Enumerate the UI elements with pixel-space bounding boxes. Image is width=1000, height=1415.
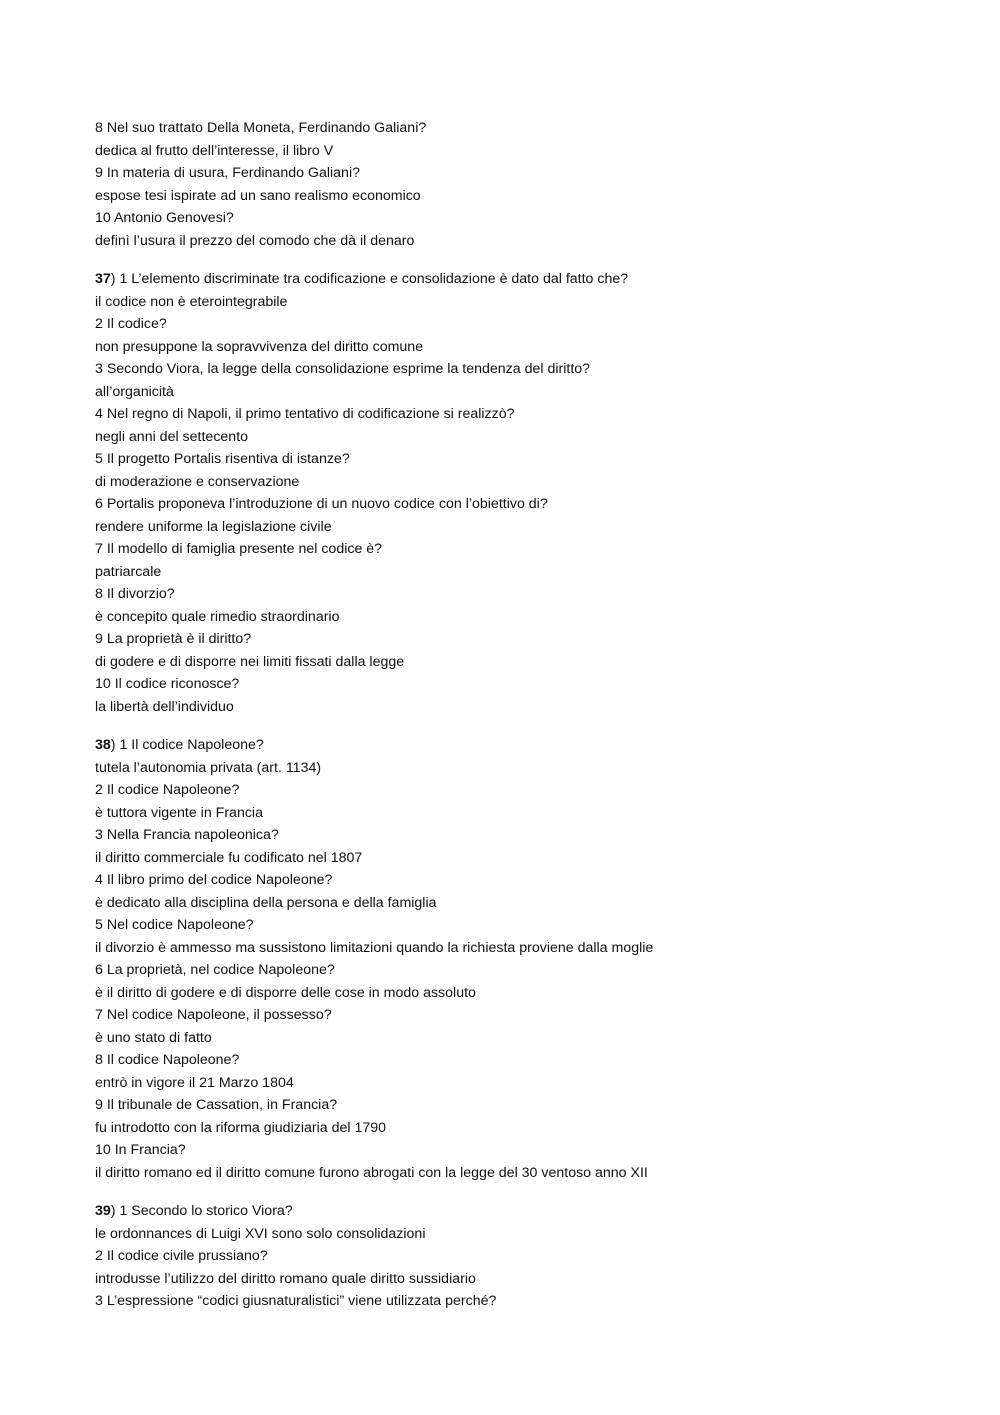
- answer-text: il diritto commerciale fu codificato nel 1807: [95, 849, 363, 866]
- section-heading: [95, 734, 955, 757]
- section-heading: [95, 268, 955, 291]
- section-number: 39: [95, 1203, 111, 1219]
- question-text: 5 Il progetto Portalis risentiva di istanze?: [95, 451, 350, 467]
- section-39: [95, 1200, 955, 1313]
- answer-text: di godere e di disporre nei limiti fissati dalla legge: [95, 653, 405, 670]
- answer-text: entrò in vigore il 21 Marzo 1804: [95, 1074, 294, 1091]
- section-heading: [95, 1200, 955, 1223]
- question-text: 10 In Francia?: [95, 1142, 186, 1158]
- section-37: [95, 268, 955, 718]
- answer-text: all’organicità: [95, 383, 174, 400]
- section-gap: [95, 252, 955, 268]
- answer-text: il divorzio è ammesso ma sussistono limitazioni quando la richiesta proviene dalla moglie: [95, 939, 654, 956]
- section-gap: [95, 1184, 955, 1200]
- question-text: 4 Nel regno di Napoli, il primo tentativo di codificazione si realizzò?: [95, 406, 515, 422]
- document-page: [95, 117, 955, 1313]
- question-text: 8 Il codice Napoleone?: [95, 1052, 240, 1068]
- section-number: 37: [95, 271, 111, 287]
- question-text: 2 Il codice Napoleone?: [95, 782, 240, 798]
- question-text: 8 Il divorzio?: [95, 586, 175, 602]
- question-text: 8 Nel suo trattato Della Moneta, Ferdinando Galiani?: [95, 120, 427, 136]
- answer-text: dedica al frutto dell’interesse, il libro V: [95, 142, 334, 159]
- answer-text: definì l’usura il prezzo del comodo che dà il denaro: [95, 232, 415, 249]
- section-number: 38: [95, 737, 111, 753]
- question-text: 3 L’espressione “codici giusnaturalistici” viene utilizzata perché?: [95, 1293, 497, 1309]
- question-text: 5 Nel codice Napoleone?: [95, 917, 254, 933]
- answer-text: è uno stato di fatto: [95, 1029, 212, 1046]
- answer-text: tutela l’autonomia privata (art. 1134): [95, 759, 322, 776]
- answer-text: il codice non è eterointegrabile: [95, 293, 288, 310]
- answer-text: patriarcale: [95, 563, 162, 580]
- answer-text: è tuttora vigente in Francia: [95, 804, 263, 821]
- answer-text: è dedicato alla disciplina della persona e della famiglia: [95, 894, 437, 911]
- question-text: ) 1 Secondo lo storico Viora?: [110, 1203, 293, 1219]
- question-text: 10 Antonio Genovesi?: [95, 210, 234, 226]
- answer-text: espose tesi ispirate ad un sano realismo economico: [95, 187, 421, 204]
- question-text: ) 1 Il codice Napoleone?: [110, 737, 264, 753]
- question-text: ) 1 L’elemento discriminate tra codificazione e consolidazione è dato dal fatto che?: [110, 271, 629, 287]
- answer-text: è il diritto di godere e di disporre delle cose in modo assoluto: [95, 984, 476, 1001]
- answer-text: di moderazione e conservazione: [95, 473, 300, 490]
- question-text: 9 In materia di usura, Ferdinando Galiani?: [95, 165, 360, 181]
- question-text: 7 Il modello di famiglia presente nel codice è?: [95, 541, 383, 557]
- section-gap: [95, 718, 955, 734]
- answer-text: introdusse l’utilizzo del diritto romano quale diritto sussidiario: [95, 1270, 476, 1287]
- answer-text: le ordonnances di Luigi XVI sono solo consolidazioni: [95, 1225, 426, 1242]
- answer-text: è concepito quale rimedio straordinario: [95, 608, 340, 625]
- question-text: 9 Il tribunale de Cassation, in Francia?: [95, 1097, 338, 1113]
- question-text: 10 Il codice riconosce?: [95, 676, 240, 692]
- question-text: 2 Il codice?: [95, 316, 167, 332]
- answer-text: non presuppone la sopravvivenza del diritto comune: [95, 338, 424, 355]
- question-text: 6 La proprietà, nel codice Napoleone?: [95, 962, 335, 978]
- intro-block: [95, 117, 955, 252]
- answer-text: negli anni del settecento: [95, 428, 249, 445]
- question-text: 2 Il codice civile prussiano?: [95, 1248, 268, 1264]
- question-text: 9 La proprietà è il diritto?: [95, 631, 252, 647]
- answer-text: fu introdotto con la riforma giudiziaria del 1790: [95, 1119, 387, 1136]
- answer-text: il diritto romano ed il diritto comune furono abrogati con la legge del 30 ventoso anno XII: [95, 1164, 648, 1181]
- question-text: 6 Portalis proponeva l’introduzione di un nuovo codice con l’obiettivo di?: [95, 496, 548, 512]
- question-text: 7 Nel codice Napoleone, il possesso?: [95, 1007, 332, 1023]
- section-38: [95, 734, 955, 1184]
- answer-text: rendere uniforme la legislazione civile: [95, 518, 332, 535]
- question-text: 3 Secondo Viora, la legge della consolidazione esprime la tendenza del diritto?: [95, 361, 591, 377]
- answer-text: la libertà dell’individuo: [95, 698, 234, 715]
- question-text: 4 Il libro primo del codice Napoleone?: [95, 872, 333, 888]
- question-text: 3 Nella Francia napoleonica?: [95, 827, 279, 843]
